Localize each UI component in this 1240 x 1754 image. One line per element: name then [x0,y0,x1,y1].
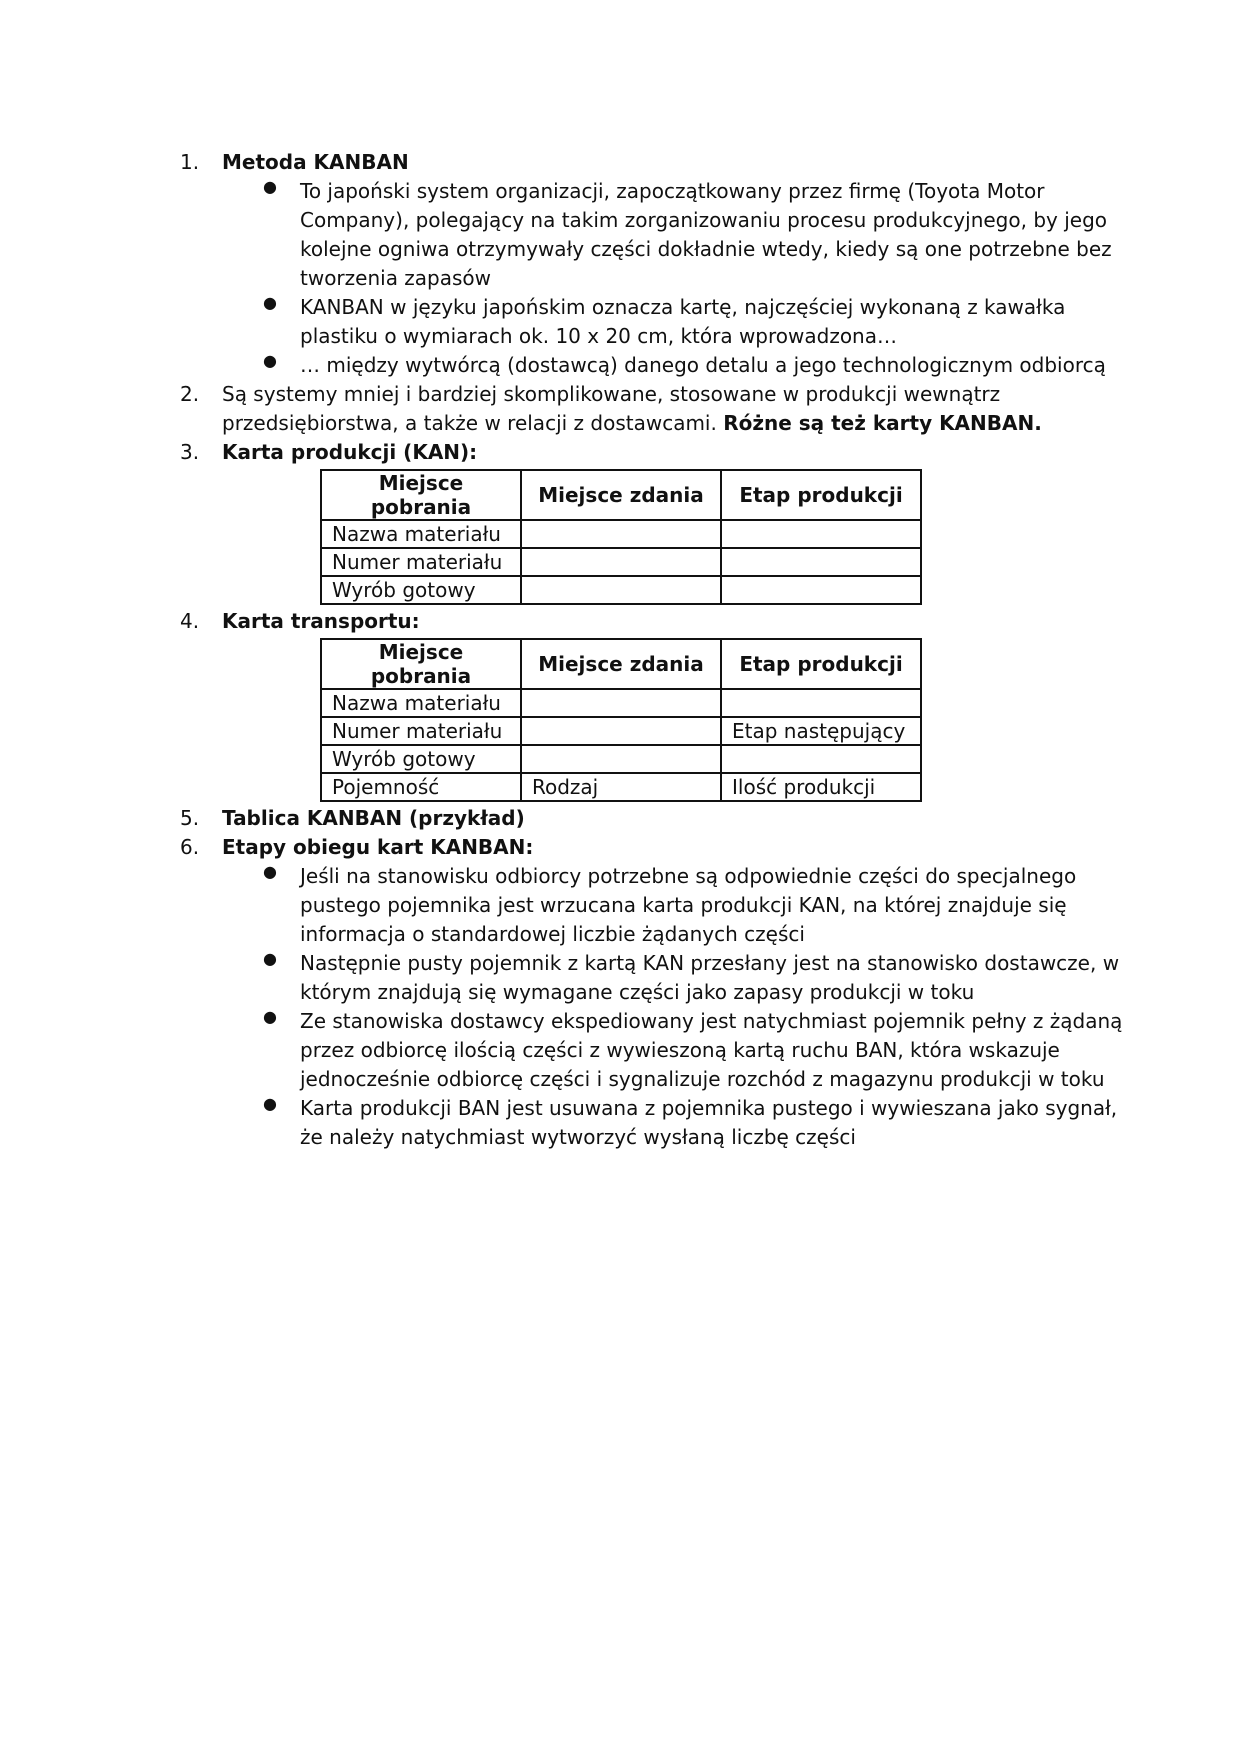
table-header-row [321,639,921,689]
table-cell: Wyrób gotowy [321,576,521,604]
bullet-item: ● … między wytwórcą (dostawcą) danego detalu a jego technologicznym odbiorcą [263,351,1106,377]
table-row [321,717,921,745]
table-cell [521,717,721,745]
section-title: Karta transportu: [222,609,420,633]
bullet-item: ● Ze stanowiska dostawcy ekspediowany jest natychmiast pojemnik pełny z żądaną przez odbiorcę ilością części z wywieszoną kartą ruchu BAN, która wskazuje jednocześnie odbiorcę części i sygnalizuje rozchód z magazynu produkcji w toku [263,1007,1123,1091]
bullet-icon: ● [263,949,277,968]
section-title: Tablica KANBAN (przykład) [222,806,525,830]
table-cell: Wyrób gotowy [321,745,521,773]
table-row [321,520,921,548]
section-title: Etapy obiegu kart KANBAN: [222,835,534,859]
table-cell: Rodzaj [521,773,721,801]
transport-card-table [320,638,922,802]
paragraph-text: Są systemy mniej i bardziej skomplikowane, stosowane w produkcji wewnątrz [222,382,1001,406]
table-header: Miejsce pobrania [321,639,521,689]
production-card-table [320,469,922,605]
section-title: Metoda KANBAN [222,150,409,174]
table-row [321,745,921,773]
paragraph-text: przedsiębiorstwa, a także w relacji z dostawcami. [222,411,717,435]
table-row [321,548,921,576]
table-cell: Etap następujący [721,717,921,745]
section-1-heading [180,148,1120,177]
table-cell: Numer materiału [321,717,521,745]
table-cell [521,689,721,717]
table-cell [721,520,921,548]
paragraph-bold-text: Różne są też karty KANBAN. [723,411,1042,435]
bullet-icon: ● [263,1007,277,1026]
section-title: Karta produkcji (KAN): [222,440,478,464]
bullet-icon: ● [263,351,277,370]
table-cell: Nazwa materiału [321,689,521,717]
table-cell [521,745,721,773]
section-6-heading [180,833,1120,862]
section-number: 4. [180,609,200,633]
table-row [321,773,921,801]
table-cell: Nazwa materiału [321,520,521,548]
table-cell: Numer materiału [321,548,521,576]
table-cell [521,576,721,604]
bullet-item: ● To japoński system organizacji, zapoczątkowany przez firmę (Toyota Motor Company), polegający na takim zorganizowaniu procesu produkcyjnego, by jego kolejne ogniwa otrzymywały części dokładnie wtedy, kiedy są one potrzebne bez tworzenia zapasów [263,177,1112,290]
section-5-heading [180,804,1120,833]
table-row [321,689,921,717]
table-cell [721,576,921,604]
bullet-item: ● KANBAN w języku japońskim oznacza kartę, najczęściej wykonaną z kawałka plastiku o wymiarach ok. 10 x 20 cm, która wprowadzona… [263,293,1066,348]
section-2-line [180,380,1120,409]
table-cell [721,689,921,717]
table-cell: Pojemność [321,773,521,801]
section-number: 6. [180,835,200,859]
bullet-item: ● Karta produkcji BAN jest usuwana z pojemnika pustego i wywieszana jako sygnał, że należy natychmiast wytworzyć wysłaną liczbę części [263,1094,1118,1149]
bullet-icon: ● [263,1094,277,1113]
table-row [321,576,921,604]
bullet-icon: ● [263,293,277,312]
table-cell [521,548,721,576]
section-number: 3. [180,440,200,464]
section-number: 2. [180,382,200,406]
bullet-icon: ● [263,177,277,196]
document [180,148,1123,1152]
table-header: Miejsce pobrania [321,470,521,520]
table-cell [521,520,721,548]
table-header: Etap produkcji [721,470,921,520]
table-cell [721,548,921,576]
table-header: Etap produkcji [721,639,921,689]
bullet-icon: ● [263,862,277,881]
table-cell [721,745,921,773]
bullet-item: ● Jeśli na stanowisku odbiorcy potrzebne są odpowiednie części do specjalnego pustego pojemnika jest wrzucana karta produkcji KAN, na której znajduje się informacja o standardowej liczbie żądanych części [263,862,1077,946]
table-header: Miejsce zdania [521,470,721,520]
section-4-heading [180,607,1120,636]
section-number: 1. [180,150,200,174]
bullet-item: ● Następnie pusty pojemnik z kartą KAN przesłany jest na stanowisko dostawcze, w którym znajdują się wymagane części jako zapasy produkcji w toku [263,949,1120,1004]
section-2-line [180,409,1120,438]
table-header-row [321,470,921,520]
table-header: Miejsce zdania [521,639,721,689]
section-3-heading [180,438,1120,467]
section-number: 5. [180,806,200,830]
table-cell: Ilość produkcji [721,773,921,801]
